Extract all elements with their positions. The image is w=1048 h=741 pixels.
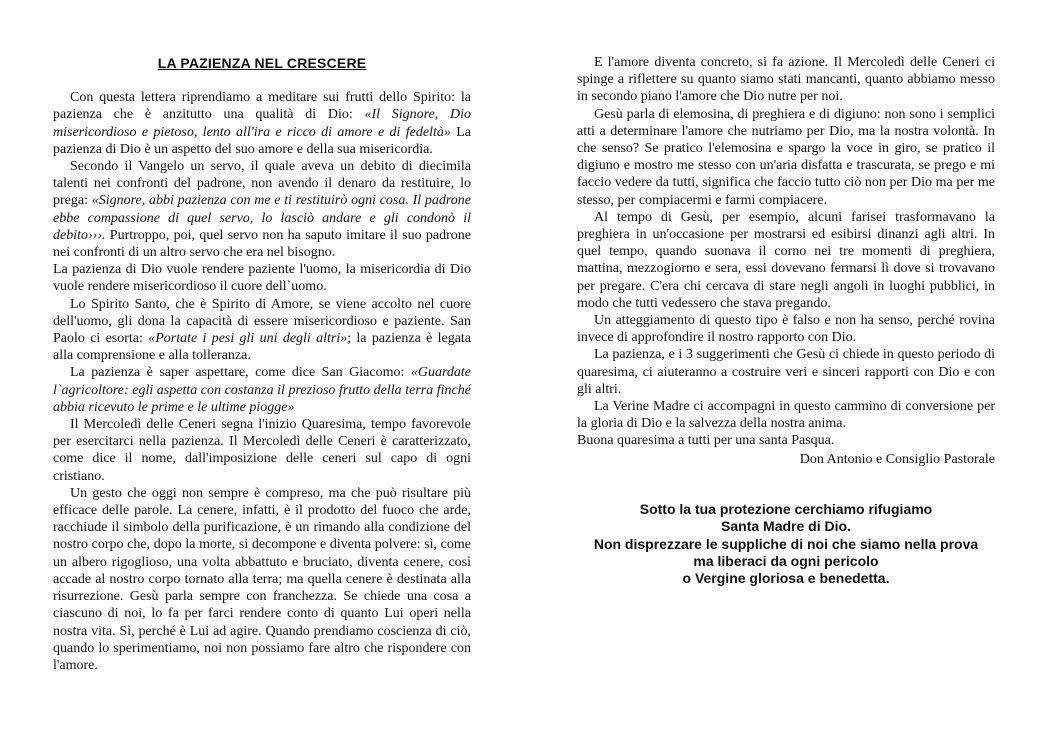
prayer-block bbox=[577, 501, 995, 587]
paragraph-2 bbox=[53, 158, 471, 261]
prayer-line-5: o Vergine gloriosa e benedetta. bbox=[682, 570, 890, 587]
prayer-line-2: Santa Madre di Dio. bbox=[721, 518, 851, 535]
paragraph-7: Un gesto che oggi non sempre è compreso, ma che può risultare più efficace delle parole. La cenere, infatti, è il prodotto del fuoco che arde, racchiude il simbolo della purificazione, è un rimando alla condizione del nostro corpo che, dopo la morte, si decompone e diventa polvere: sì, come un albero rigoglioso, una volta abbattuto e bruciato, diventa cenere, così accade al nostro corpo tornato alla terra; ma quella cenere è destinata alla risurrezione. Gesù parla sempre con franchezza. Se chiede una cosa a ciascuno di noi, lo fa per farci rendere conto di quanto Lui operi nella nostra vita. Sì, perché è Lui ad agire. Quando prendiamo coscienza di ciò, quando lo sperimentiamo, noi non possiamo fare altro che rispondere con l'amore. bbox=[53, 485, 471, 673]
text-span: La pazienza è saper aspettare, come dice San Giacomo: bbox=[70, 365, 411, 381]
prayer-line-1: Sotto la tua protezione cerchiamo rifugiamo bbox=[639, 501, 933, 517]
paragraph-r2: Gesù parla di elemosina, di preghiera e di digiuno: non sono i semplici atti a determinare l'amore che nutriamo per Dio, ma la nostra volontà. In che senso? Se pratico l'elemosina e spargo la voce in giro, se pratico il digiuno e mostro me stesso con un'aria disfatta e trascurata, se prego e mi faccio vedere da tutti, significa che faccio tutto ciò non per Dio ma per me stesso, per compiacermi e farmi compiacere. bbox=[577, 106, 995, 208]
quote: «Il Signore, Dio misericordioso e pietoso, lento all'ira e ricco di amore e di fedeltà» bbox=[53, 107, 471, 140]
text-span: Secondo il Vangelo un servo, il quale aveva un debito di diecimila talenti nei confronti del padrone, non avendo il denaro da restituire, lo prega: bbox=[53, 159, 471, 209]
text-span: La pazienza di Dio è un aspetto del suo amore e della sua misericordia. bbox=[53, 124, 472, 157]
paragraph-5 bbox=[53, 364, 471, 416]
left-column bbox=[53, 55, 471, 674]
paragraph-r3: Al tempo di Gesù, per esempio, alcuni farisei trasformavano la preghiera in un'occasione per mostrarsi ed esibirsi dinanzi agli altri. In quel tempo, quando suonava il corno nei tre momenti di preghiera, mattina, mezzogiorno e sera, essi dovevano fermarsi lì dove si trovavano per pregare. C'era chi cercava di stare negli angoli in luoghi pubblici, in modo che tutti vedessero che stava pregando. bbox=[577, 209, 995, 311]
paragraph-3: La pazienza di Dio vuole rendere paziente l'uomo, la misericordia di Dio vuole rendere misericordioso il cuore dell`uomo. bbox=[53, 262, 471, 295]
paragraph-r1: E l'amore diventa concreto, si fa azione. Il Mercoledì delle Ceneri ci spinge a riflettere su quanto siamo stati mancanti, quanto abbiamo messo in secondo piano l'amore che Dio nutre per noi. bbox=[577, 55, 995, 105]
prayer-line-4: ma liberaci da ogni pericolo bbox=[693, 552, 879, 569]
text-span: ; la pazienza è legata alla comprensione e alla tolleranza. bbox=[53, 331, 472, 364]
paragraph-6: Il Mercoledì delle Ceneri segna l'inizio Quaresima, tempo favorevole per esercitarci nella pazienza. Il Mercoledì delle Ceneri è caratterizzato, come dice il nome, dall'imposizione delle ceneri sul capo di ogni cristiano. bbox=[53, 417, 471, 484]
paragraph-r5: La pazienza, e i 3 suggerimenti che Gesù ci chiede in questo periodo di quaresima, ci aiuteranno a costruire veri e sinceri rapporti con Dio e con gli altri. bbox=[577, 347, 995, 397]
paragraph-r4: Un atteggiamento di questo tipo è falso e non ha senso, perché rovina invece di approfondire il nostro rapporto con Dio. bbox=[577, 313, 995, 346]
paragraph-1 bbox=[53, 89, 471, 158]
quote: «Guardate l`agricoltore: egli aspetta con costanza il prezioso frutto della terra finché abbia ricevuto le prime e le ultime piogge» bbox=[53, 365, 471, 415]
paragraph-r7: Buona quaresima a tutti per una santa Pasqua. bbox=[577, 433, 835, 449]
text-span: Lo Spirito Santo, che è Spirito di Amore, se viene accolto nel cuore dell'uomo, gli dona la capacità di essere misericordioso e paziente. San Paolo ci esorta: bbox=[53, 296, 471, 347]
paragraph-r6: La Verine Madre ci accompagni in questo cammino di conversione per la gloria di Dio e la salvezza della nostra anima. bbox=[577, 399, 995, 432]
signature: Don Antonio e Consiglio Pastorale bbox=[799, 451, 995, 467]
paragraph-4 bbox=[53, 296, 471, 365]
article-title: LA PAZIENZA NEL CRESCERE bbox=[157, 55, 367, 71]
text-span: Purtroppo, poi, quel servo non ha saputo imitare il suo padrone nei confronti di un altro servo che era nel bisogno. bbox=[53, 227, 471, 261]
text-span: Con questa lettera riprendiamo a meditare sui frutti dello Spirito: la pazienza che è anzitutto una qualità di Dio: bbox=[53, 90, 471, 123]
prayer-line-3: Non disprezzare le suppliche di noi che siamo nella prova bbox=[593, 535, 979, 552]
quote: «Portate i pesi gli uni degli altri» bbox=[148, 331, 348, 347]
quote: «Signore, abbi pazienza con me e ti restituirò ogni cosa. Il padrone ebbe compassione di quel servo, lo lasciò andare e gli condonò il debito›››. bbox=[53, 193, 472, 243]
right-column bbox=[577, 54, 995, 468]
